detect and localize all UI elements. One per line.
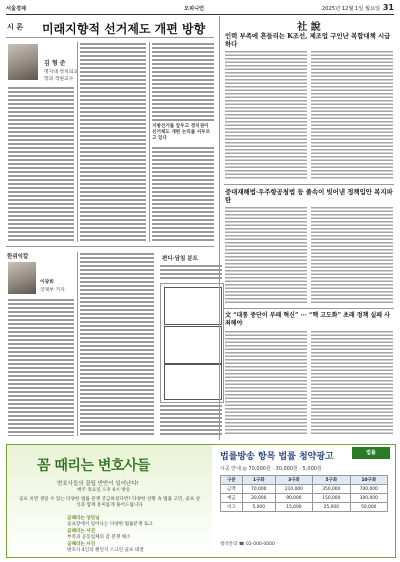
ad-right-panel (212, 445, 395, 557)
ad-right-title: 법률방송 항목 법률 청약광고 (220, 452, 334, 462)
table-header: 구분 (221, 476, 243, 485)
opinion-headline: 미래지향적 선거제도 개편 방향 (42, 22, 206, 36)
table-cell: 예금 (221, 494, 243, 503)
editorial-text (311, 206, 393, 304)
cartoon-panel (164, 364, 222, 400)
table-cell: 700,000 (350, 485, 387, 494)
column-text (8, 86, 74, 241)
table-cell: 70,000 (242, 485, 275, 494)
editorial-text (311, 50, 393, 180)
editorial-label: 社 說 (297, 22, 321, 33)
table-cell: 50,000 (350, 503, 387, 512)
author-photo (8, 44, 38, 80)
ad-tagline: 매주 목요일 오후 6시 방송 (77, 488, 131, 493)
editorial-text (225, 50, 307, 180)
author-photo (8, 262, 36, 294)
author-name: 김 형 준 (44, 60, 66, 67)
editorial-headline-2: 중대재해법·우주항공청법 등 졸속이 빚어낸 정책입안 복지파탄 (225, 188, 393, 204)
ad-price-table (220, 475, 388, 512)
page-number: 31 (382, 3, 394, 12)
column-divider (77, 42, 78, 242)
table-cell: 5,000 (242, 503, 275, 512)
table-cell: 210,000 (275, 485, 312, 494)
column-text (80, 252, 154, 436)
divider (224, 308, 394, 309)
table-header: 1구좌 (242, 476, 275, 485)
editorial-headline-3: 文 “대통 중단이 부패 혁신” ··· “핵 고도화” 초래 정책 실패 사죄해야 (225, 312, 390, 327)
table-cell: 25,000 (313, 503, 350, 512)
divider (6, 246, 214, 247)
column-divider (149, 42, 150, 242)
pullquote: 지방선거를 앞두고 정치권이 선거제도 개편 논의를 서두르고 있다 (152, 124, 211, 141)
ad-quote: 골프 치면 생길 수 있는 다양한 법률 분쟁 궁금하셨다면? 다양한 상황 속 법률 고민, 골프 상식과 함께 흥미롭게 풀어드립니다 (18, 497, 201, 508)
column-text (8, 298, 74, 436)
column-text (152, 146, 214, 241)
table-cell: 90,000 (275, 494, 312, 503)
section-label-column: 한위익칼 (7, 254, 29, 260)
table-header: 10구좌 (350, 476, 387, 485)
column-text (80, 42, 146, 241)
ad-item-text: 부족과 공동업체의 갑 분쟁 해소 (67, 535, 131, 540)
column-text (160, 404, 222, 436)
ad-item (67, 541, 144, 553)
ad-item-text: 변호사 4인의 챌린지 스크린 골프 대결 (67, 548, 144, 553)
masthead-center: 오피니언 (184, 6, 205, 12)
table-cell: 150,000 (313, 494, 350, 503)
table-header: 5구좌 (313, 476, 350, 485)
ad-item (67, 528, 131, 540)
table-row (221, 503, 388, 512)
ad-title: 꼼 때리는 변호사들 (37, 458, 150, 474)
cartoon (160, 283, 224, 403)
masthead-section: 서울경제 (6, 6, 27, 12)
ad-item-label: 금때리는 사진 (67, 542, 96, 547)
cartoon-panel (164, 287, 222, 325)
cartoon-caption (160, 264, 222, 280)
section-divider (219, 16, 220, 440)
author-title: 국제부 기자 (40, 288, 65, 293)
table-row (221, 485, 388, 494)
editorial-text (311, 330, 393, 436)
ad-item-label: 금때리는 상단님 (67, 516, 100, 521)
editorial-text (225, 206, 307, 304)
ad-item-label: 금때리는 사진 (67, 529, 96, 534)
ad-left-panel (7, 445, 212, 557)
editorial-headline-1: 인력 부족에 흔들리는 K조선, 제조업 구인난 복합대책 시급하다 (225, 32, 391, 48)
section-label-opinion: 시 론 (7, 23, 23, 31)
author-title: 명지대 정치외교학과 객원교수 (44, 70, 78, 82)
divider (6, 37, 214, 38)
cartoon-panel (164, 326, 222, 364)
divider (224, 184, 394, 185)
ad-footer: 청약문의 ☎ 02-000-0000 (220, 542, 275, 547)
column-divider (77, 252, 78, 436)
author-name: 이광희 (40, 280, 54, 285)
table-cell: 금액 (221, 485, 243, 494)
ad-item (67, 515, 153, 527)
masthead (6, 2, 394, 15)
table-header: 3구좌 (275, 476, 312, 485)
advertisement[interactable] (6, 444, 396, 558)
ad-subtitle: 변호사들의 꿀팁 반반이 일어난다! (57, 481, 139, 487)
ad-logo: 법률 (352, 447, 390, 459)
column-text (152, 42, 214, 122)
table-cell: 비고 (221, 503, 243, 512)
editorial-text (225, 330, 307, 436)
cartoon-title: 편디·담침 분트 (162, 256, 198, 262)
table-row (221, 494, 388, 503)
table-cell: 350,000 (313, 485, 350, 494)
table-cell: 15,000 (275, 503, 312, 512)
masthead-date: 2025년 12월 1일 월요일 (321, 6, 380, 12)
table-cell: 300,000 (350, 494, 387, 503)
ad-item-text: 골프장에서 일어나는 다양한 법률분쟁 토크 (67, 522, 153, 527)
table-cell: 30,000 (242, 494, 275, 503)
ad-right-line: 시공 안내 ◎ 70,000원 · 30,000원 · 5,000원 (220, 466, 322, 472)
